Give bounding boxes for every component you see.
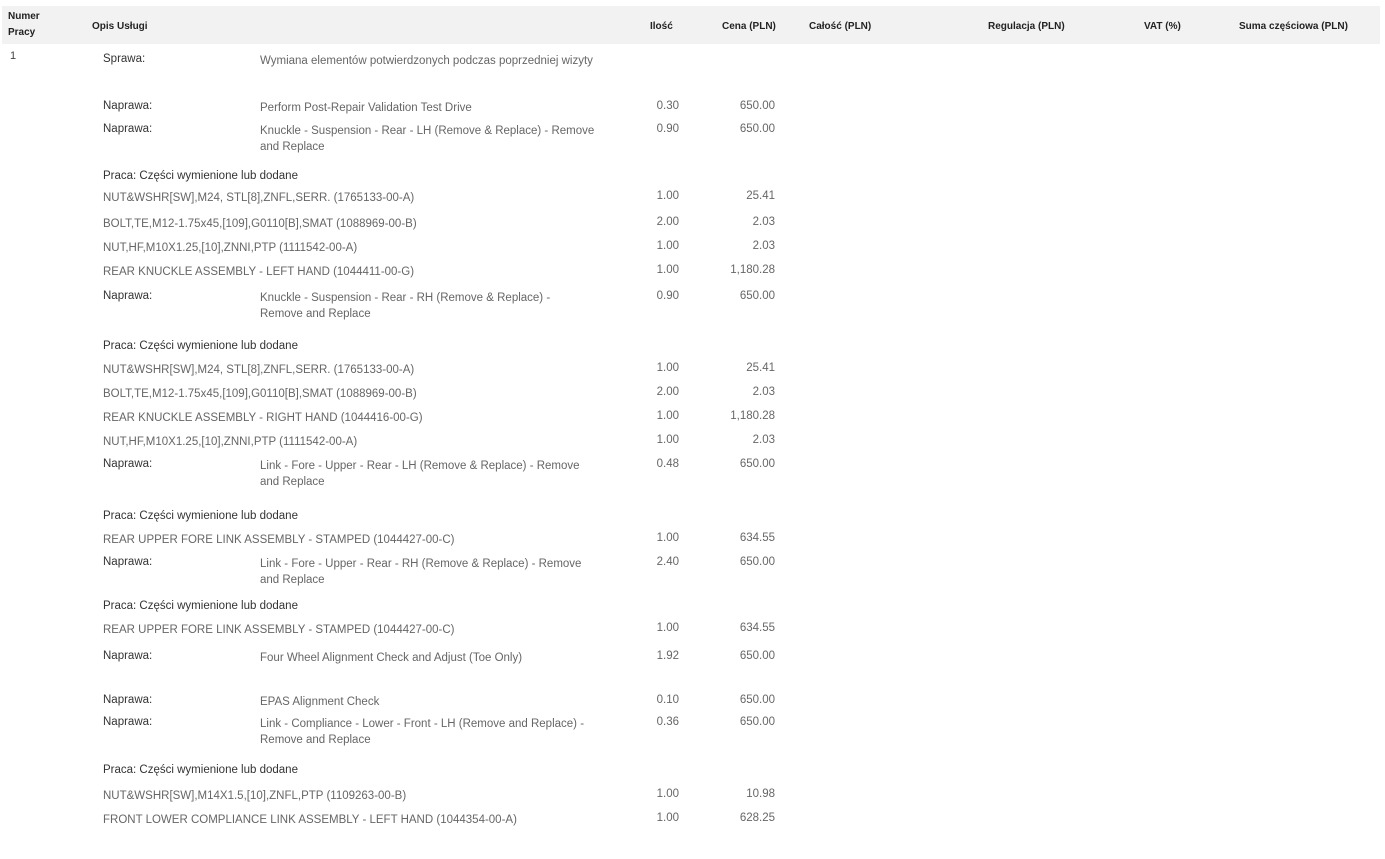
parts-heading: Praca: Części wymienione lub dodane [103,170,298,182]
price-cell: 650.00 [739,100,775,112]
price-cell: 634.55 [739,622,775,634]
part-description: NUT&WSHR[SW],M24, STL[8],ZNFL,SERR. (1765133-00-A) [103,364,415,376]
price-cell: 10.98 [746,788,775,800]
price-cell: 25.41 [746,362,775,374]
quantity-cell: 1.00 [656,434,679,446]
col-quantity: Ilość [650,21,673,32]
quantity-cell: 2.40 [656,556,679,568]
part-description: BOLT,TE,M12-1.75x45,[109],G0110[B],SMAT (1088969-00-B) [103,218,417,230]
part-description: REAR UPPER FORE LINK ASSEMBLY - STAMPED (1044427-00-C) [103,534,455,546]
quantity-cell: 0.90 [656,123,679,135]
work-number: 1 [10,50,17,62]
quantity-cell: 1.00 [656,240,679,252]
repair-label: Naprawa: [103,290,153,302]
price-cell: 650.00 [739,716,775,728]
col-vat: VAT (%) [1144,21,1181,32]
repair-description: Link - Fore - Upper - Rear - LH (Remove & Replace) - Remove and Replace [260,460,580,488]
parts-heading: Praca: Części wymienione lub dodane [103,600,298,612]
part-description: REAR KNUCKLE ASSEMBLY - LEFT HAND (1044411-00-G) [103,266,415,278]
parts-heading: Praca: Części wymienione lub dodane [103,510,298,522]
price-cell: 634.55 [739,532,775,544]
repair-label: Naprawa: [103,556,153,568]
price-cell: 650.00 [739,650,775,662]
price-cell: 2.03 [752,240,775,252]
case-text: Wymiana elementów potwierdzonych podczas poprzedniej wizyty [260,55,593,67]
repair-label: Naprawa: [103,458,153,470]
quantity-cell: 0.10 [656,694,679,706]
repair-label: Naprawa: [103,694,153,706]
quantity-cell: 2.00 [656,216,679,228]
price-cell: 1,180.28 [730,410,775,422]
parts-heading: Praca: Części wymienione lub dodane [103,764,298,776]
price-cell: 1,180.28 [730,264,775,276]
quantity-cell: 0.36 [656,716,679,728]
repair-label: Naprawa: [103,123,153,135]
parts-heading: Praca: Części wymienione lub dodane [103,340,298,352]
part-description: NUT&WSHR[SW],M24, STL[8],ZNFL,SERR. (1765133-00-A) [103,192,415,204]
repair-label: Naprawa: [103,100,153,112]
repair-label: Naprawa: [103,716,153,728]
quantity-cell: 1.00 [656,788,679,800]
repair-description: Link - Fore - Upper - Rear - RH (Remove & Replace) - Remove and Replace [260,558,582,586]
col-description: Opis Usługi [92,21,148,32]
case-label: Sprawa: [103,53,146,65]
price-cell: 2.03 [752,216,775,228]
repair-description: Knuckle - Suspension - Rear - LH (Remove & Replace) - Remove and Replace [260,125,595,153]
price-cell: 650.00 [739,290,775,302]
repair-description: Link - Compliance - Lower - Front - LH (Remove and Replace) - Remove and Replace [260,718,585,746]
quantity-cell: 2.00 [656,386,679,398]
repair-description: Perform Post-Repair Validation Test Drive [260,102,472,114]
price-cell: 628.25 [739,812,775,824]
quantity-cell: 1.00 [656,622,679,634]
quantity-cell: 0.30 [656,100,679,112]
price-cell: 2.03 [752,434,775,446]
repair-label: Naprawa: [103,650,153,662]
part-description: NUT&WSHR[SW],M14X1.5,[10],ZNFL,PTP (1109263-00-B) [103,790,407,802]
repair-description: EPAS Alignment Check [260,696,380,708]
part-description: REAR UPPER FORE LINK ASSEMBLY - STAMPED (1044427-00-C) [103,624,455,636]
col-price: Cena (PLN) [722,21,776,32]
part-description: NUT,HF,M10X1.25,[10],ZNNI,PTP (1111542-00-A) [103,242,358,254]
part-description: BOLT,TE,M12-1.75x45,[109],G0110[B],SMAT (1088969-00-B) [103,388,417,400]
part-description: REAR KNUCKLE ASSEMBLY - RIGHT HAND (1044416-00-G) [103,412,423,424]
price-cell: 650.00 [739,458,775,470]
table-header [2,6,1380,44]
quantity-cell: 1.00 [656,532,679,544]
repair-description: Four Wheel Alignment Check and Adjust (Toe Only) [260,652,523,664]
col-adjustment: Regulacja (PLN) [988,21,1065,32]
price-cell: 2.03 [752,386,775,398]
col-subtotal: Suma częściowa (PLN) [1239,21,1348,32]
col-work-number: Numer Pracy [8,11,40,38]
repair-description: Knuckle - Suspension - Rear - RH (Remove & Replace) - Remove and Replace [260,292,551,320]
price-cell: 25.41 [746,190,775,202]
part-description: NUT,HF,M10X1.25,[10],ZNNI,PTP (1111542-00-A) [103,436,358,448]
quantity-cell: 1.00 [656,190,679,202]
quantity-cell: 1.00 [656,812,679,824]
quantity-cell: 1.92 [656,650,679,662]
price-cell: 650.00 [739,556,775,568]
price-cell: 650.00 [739,123,775,135]
quantity-cell: 1.00 [656,264,679,276]
price-cell: 650.00 [739,694,775,706]
quantity-cell: 1.00 [656,410,679,422]
quantity-cell: 1.00 [656,362,679,374]
quantity-cell: 0.48 [656,458,679,470]
quantity-cell: 0.90 [656,290,679,302]
part-description: FRONT LOWER COMPLIANCE LINK ASSEMBLY - LEFT HAND (1044354-00-A) [103,814,517,826]
col-total: Całość (PLN) [809,21,872,32]
